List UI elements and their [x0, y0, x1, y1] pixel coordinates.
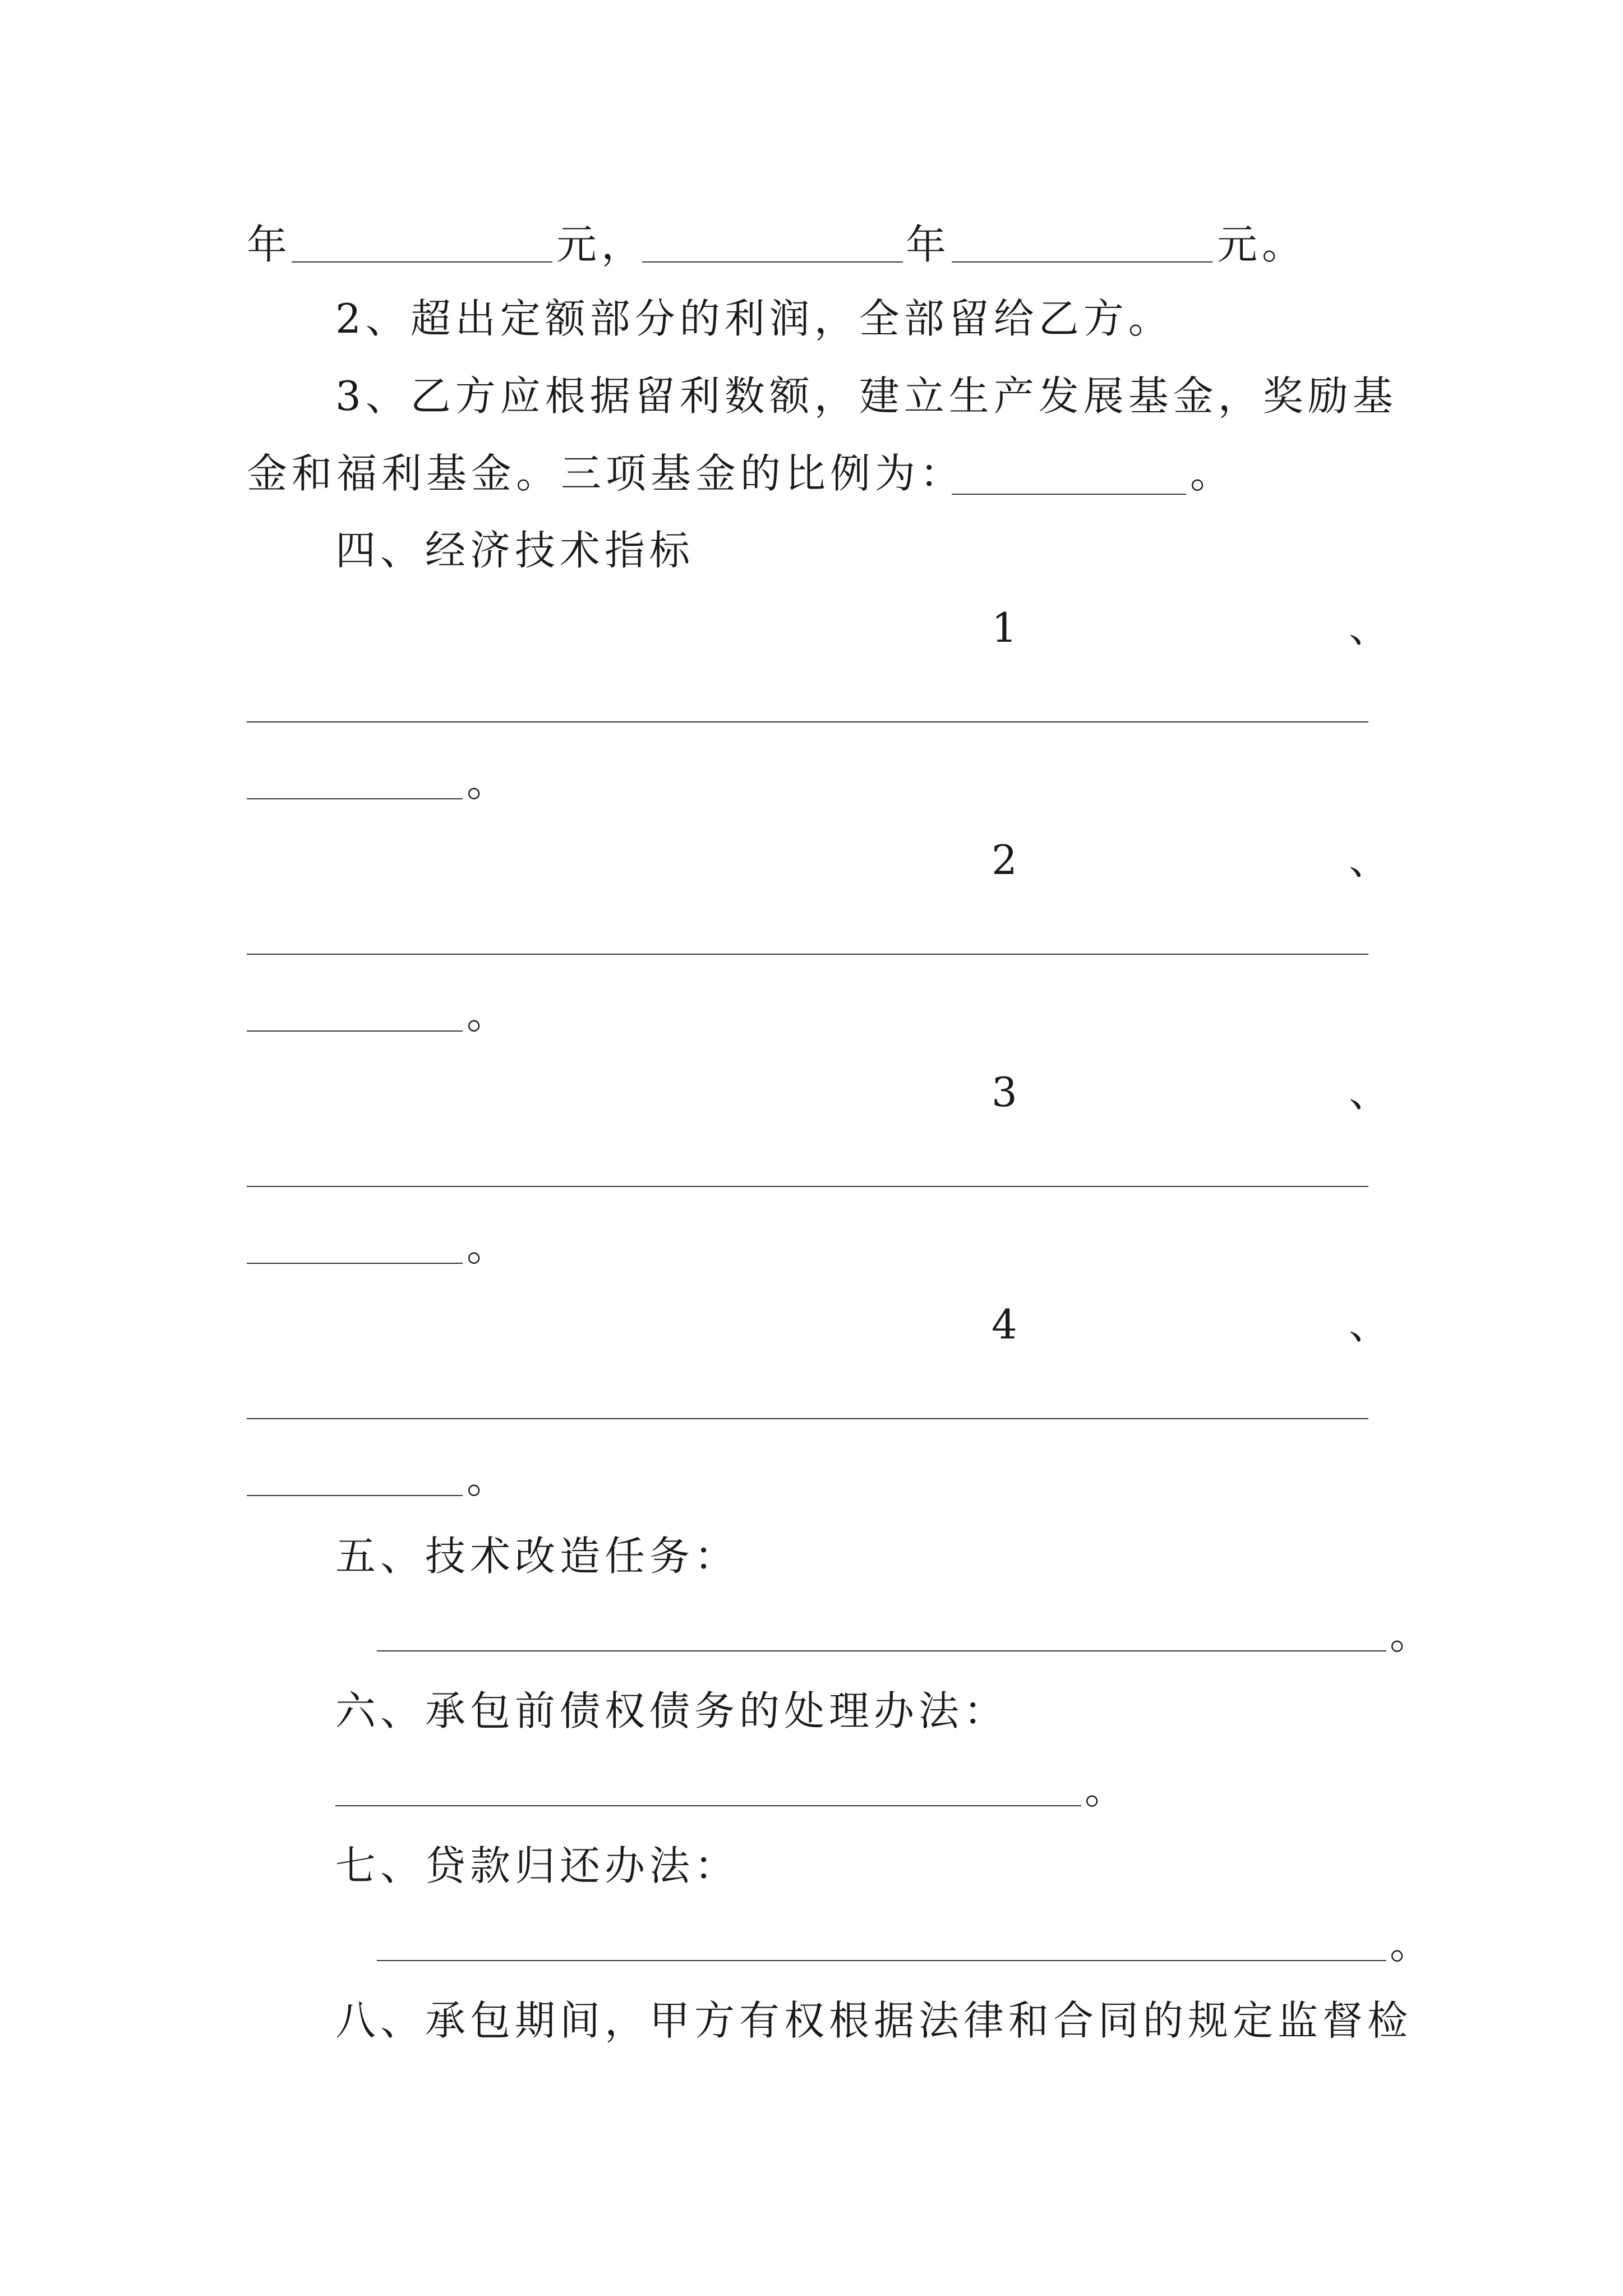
indicator-number-3: 3	[992, 1069, 1022, 1116]
indicator-end-1: 。	[467, 758, 512, 806]
indicator-end-3: 。	[467, 1223, 512, 1270]
section-5-end: 。	[1390, 1611, 1435, 1658]
indicator-1-blank-line[interactable]	[247, 721, 1368, 723]
indicator-number-2: 2	[992, 836, 1022, 884]
clause-item-3-line2: 金和福利基金。三项基金的比例为：	[247, 450, 965, 497]
indicator-end-4: 。	[467, 1455, 512, 1502]
indicator-separator-3: 、	[1349, 1069, 1394, 1116]
blank-year1-amount[interactable]	[292, 261, 552, 263]
indicator-end-2: 。	[467, 991, 512, 1038]
year-label-1: 年	[247, 221, 292, 268]
indicator-3-blank-short[interactable]	[247, 1263, 463, 1264]
yuan-label-2: 元。	[1217, 221, 1307, 268]
yuan-label-1: 元，	[556, 221, 647, 268]
blank-year2[interactable]	[642, 261, 903, 263]
section-4-heading: 四、经济技术指标	[335, 527, 695, 574]
blank-year2-amount[interactable]	[952, 261, 1212, 263]
section-7-blank-line[interactable]	[377, 1960, 1386, 1961]
section-6-end: 。	[1085, 1766, 1130, 1813]
indicator-separator-1: 、	[1349, 604, 1394, 651]
section-5-heading: 五、技术改造任务：	[335, 1533, 740, 1580]
indicator-4-blank-short[interactable]	[247, 1495, 463, 1496]
clause-item-3-end: 。	[1190, 450, 1235, 497]
indicator-2-blank-short[interactable]	[247, 1030, 463, 1032]
section-6-blank-line[interactable]	[335, 1805, 1081, 1806]
section-6-heading: 六、承包前债权债务的处理办法：	[335, 1687, 1009, 1734]
indicator-number-4: 4	[992, 1301, 1022, 1348]
section-5-blank-line[interactable]	[377, 1650, 1386, 1651]
section-7-end: 。	[1390, 1921, 1435, 1968]
indicator-3-blank-line[interactable]	[247, 1186, 1368, 1187]
indicator-2-blank-line[interactable]	[247, 954, 1368, 955]
section-8-heading: 八、承包期间，甲方有权根据法律和合同的规定监督检	[335, 1997, 1413, 2044]
indicator-separator-2: 、	[1349, 836, 1394, 884]
section-7-heading: 七、贷款归还办法：	[335, 1842, 740, 1889]
clause-item-3-line1: 3、乙方应根据留利数额，建立生产发展基金，奖励基	[335, 372, 1398, 420]
indicator-number-1: 1	[992, 604, 1022, 651]
blank-fund-ratio[interactable]	[952, 494, 1186, 495]
clause-item-2: 2、超出定额部分的利润，全部留给乙方。	[335, 295, 1173, 342]
indicator-4-blank-line[interactable]	[247, 1418, 1368, 1419]
indicator-1-blank-short[interactable]	[247, 798, 463, 799]
year-label-2: 年	[906, 221, 951, 268]
indicator-separator-4: 、	[1349, 1301, 1394, 1348]
